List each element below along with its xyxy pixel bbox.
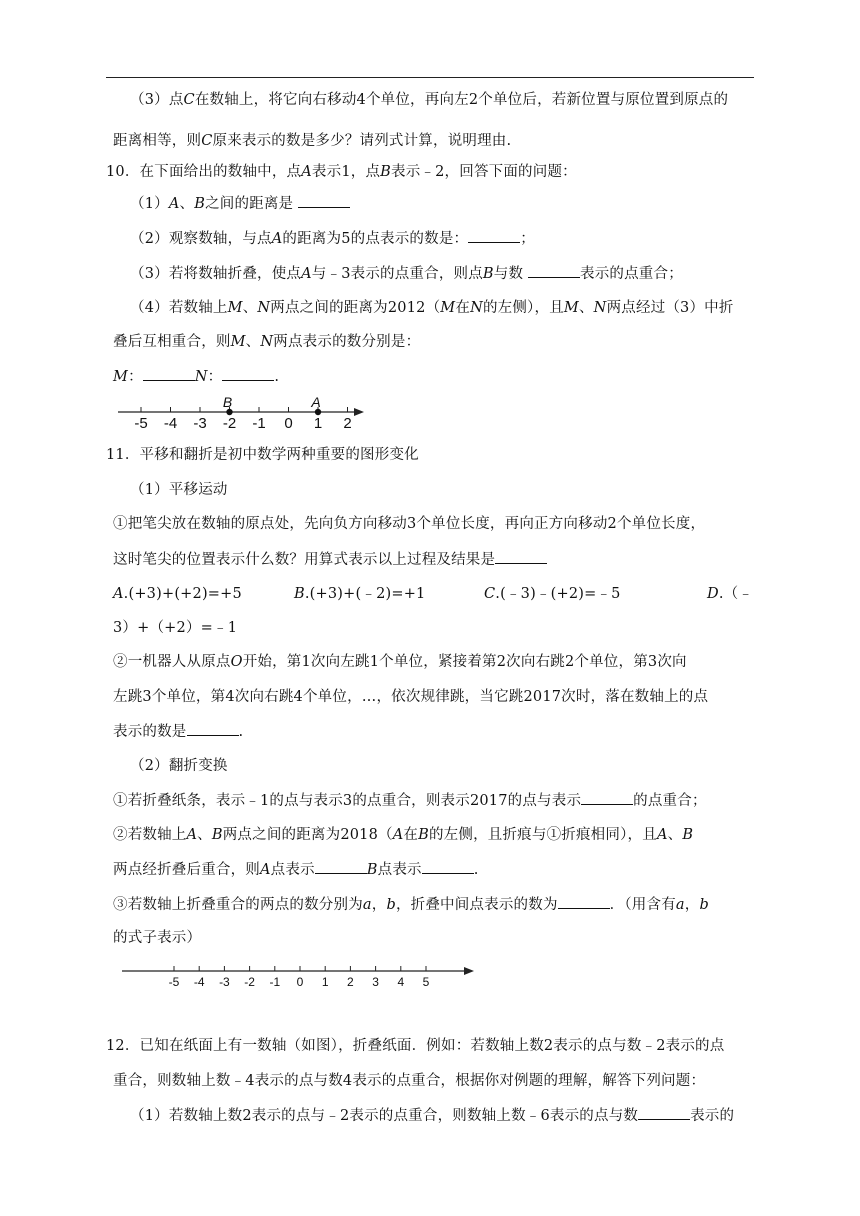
header-rule bbox=[106, 77, 754, 78]
q11-c2-line3: 表示的数是 . bbox=[113, 721, 243, 742]
q10-stem: 10．在下面给出的数轴中，点A表示1，点B表示﹣2，回答下面的问题： bbox=[106, 164, 577, 180]
q11-stem: 11．平移和翻折是初中数学两种重要的图形变化 bbox=[106, 447, 419, 463]
axis-tick-label: 5 bbox=[422, 975, 430, 989]
answer-blank bbox=[495, 549, 547, 564]
axis-tick-label: 4 bbox=[397, 975, 405, 989]
q11-f1: ①若折叠纸条，表示﹣1的点与表示3的点重合，则表示2017的点与表示 的点重合； bbox=[113, 790, 707, 811]
answer-blank bbox=[222, 366, 274, 381]
q11-f2-line2: 两点经折叠后重合，则A点表示 B点表示 . bbox=[113, 859, 479, 880]
q11-option-c: C.(﹣3)﹣(+2)=﹣5 bbox=[484, 586, 621, 602]
axis-tick-label: -1 bbox=[252, 415, 266, 432]
q11-option-a: A.(+3)+(+2)=+5 bbox=[113, 586, 242, 602]
q11-c2-line2: 左跳3个单位，第4次向右跳4个单位，…，依次规律跳，当它跳2017次时，落在数轴上的点 bbox=[113, 689, 709, 705]
q11-section1: （1）平移运动 bbox=[130, 482, 228, 498]
number-line-q11 bbox=[122, 958, 482, 992]
q11-c1-line1: ①把笔尖放在数轴的原点处，先向负方向移动3个单位长度，再向正方向移动2个单位长度， bbox=[113, 516, 706, 532]
q10-part1: （1）A、B之间的距离是 bbox=[130, 193, 350, 214]
axis-tick-label: 1 bbox=[321, 975, 329, 989]
q11-section2: （2）翻折变换 bbox=[130, 758, 228, 774]
q11-c1-line2: 这时笔尖的位置表示什么数？用算式表示以上过程及结果是 bbox=[113, 549, 547, 570]
q10-answer-line: M： N： . bbox=[113, 366, 279, 387]
q12-line3: （1）若数轴上数2表示的点与﹣2表示的点重合，则数轴上数﹣6表示的点与数 表示的 bbox=[130, 1105, 734, 1126]
q11-f3-line2: 的式子表示） bbox=[113, 930, 202, 946]
axis-point-label: A bbox=[311, 394, 321, 410]
q11-f2-line1: ②若数轴上A、B两点之间的距离为2018（A在B的左侧，且折痕与①折痕相同），且A、B bbox=[113, 827, 694, 843]
q10-part4-line1: （4）若数轴上M、N两点之间的距离为2012（M在N的左侧），且M、N两点经过（3）中折 bbox=[130, 300, 734, 316]
answer-blank bbox=[638, 1105, 690, 1120]
number-line-q10 bbox=[118, 392, 378, 432]
q11-f3-line1: ③若数轴上折叠重合的两点的数分别为a，b，折叠中间点表示的数为 ．（用含有a，b bbox=[113, 894, 709, 915]
answer-blank bbox=[422, 859, 474, 874]
q11-c2-line1: ②一机器人从原点O开始，第1次向左跳1个单位，紧接着第2次向右跳2个单位，第3次向 bbox=[113, 654, 687, 670]
answer-blank bbox=[298, 193, 350, 208]
answer-blank bbox=[468, 228, 520, 243]
axis-tick-label: -4 bbox=[163, 415, 178, 432]
axis-tick-label: 3 bbox=[372, 975, 379, 989]
axis-tick-label: 2 bbox=[347, 975, 354, 989]
answer-blank bbox=[528, 263, 580, 278]
q12-line1: 12．已知在纸面上有一数轴（如图），折叠纸面．例如：若数轴上数2表示的点与数﹣2表示的点 bbox=[106, 1038, 725, 1054]
q11-option-d-cont: 3）+（+2）=﹣1 bbox=[113, 620, 238, 636]
answer-blank bbox=[187, 721, 239, 736]
axis-tick-label: -5 bbox=[134, 415, 148, 432]
axis-point-label: B bbox=[222, 394, 233, 410]
axis-arrow-icon bbox=[464, 967, 474, 975]
q11-option-d: D.（﹣ bbox=[707, 586, 754, 602]
axis-tick-label: -1 bbox=[269, 975, 281, 989]
axis-tick-label: 0 bbox=[284, 415, 293, 432]
answer-blank bbox=[558, 894, 610, 909]
q9-part3-line1: （3）点C在数轴上，将它向右移动4个单位，再向左2个单位后，若新位置与原位置到原点的 bbox=[130, 92, 729, 108]
q10-part3: （3）若将数轴折叠，使点A与﹣3表示的点重合，则点B与数 表示的点重合； bbox=[130, 263, 683, 284]
axis-tick-label: -4 bbox=[193, 975, 205, 989]
axis-tick-label: 2 bbox=[343, 415, 352, 432]
axis-tick-label: -3 bbox=[219, 975, 230, 989]
q10-part2: （2）观察数轴，与点A的距离为5的点表示的数是： ； bbox=[130, 228, 535, 249]
axis-tick-label: 0 bbox=[296, 975, 304, 989]
axis-tick-label: -2 bbox=[222, 415, 237, 432]
axis-tick-label: -5 bbox=[168, 975, 180, 989]
axis-tick-label: 1 bbox=[313, 415, 323, 432]
axis-tick-label: -2 bbox=[244, 975, 255, 989]
answer-blank bbox=[315, 859, 367, 874]
q11-option-b: B.(+3)+(﹣2)=+1 bbox=[294, 586, 426, 602]
q9-part3-line2: 距离相等，则C原来表示的数是多少？请列式计算，说明理由. bbox=[113, 133, 512, 149]
answer-blank bbox=[143, 366, 195, 381]
q10-part4-line2: 叠后互相重合，则M、N两点表示的数分别是： bbox=[113, 334, 421, 350]
axis-tick-label: -3 bbox=[193, 415, 207, 432]
axis-arrow-icon bbox=[354, 408, 364, 416]
answer-blank bbox=[581, 790, 633, 805]
q12-line2: 重合，则数轴上数﹣4表示的点与数4表示的点重合，根据你对例题的理解，解答下列问题： bbox=[113, 1073, 706, 1089]
